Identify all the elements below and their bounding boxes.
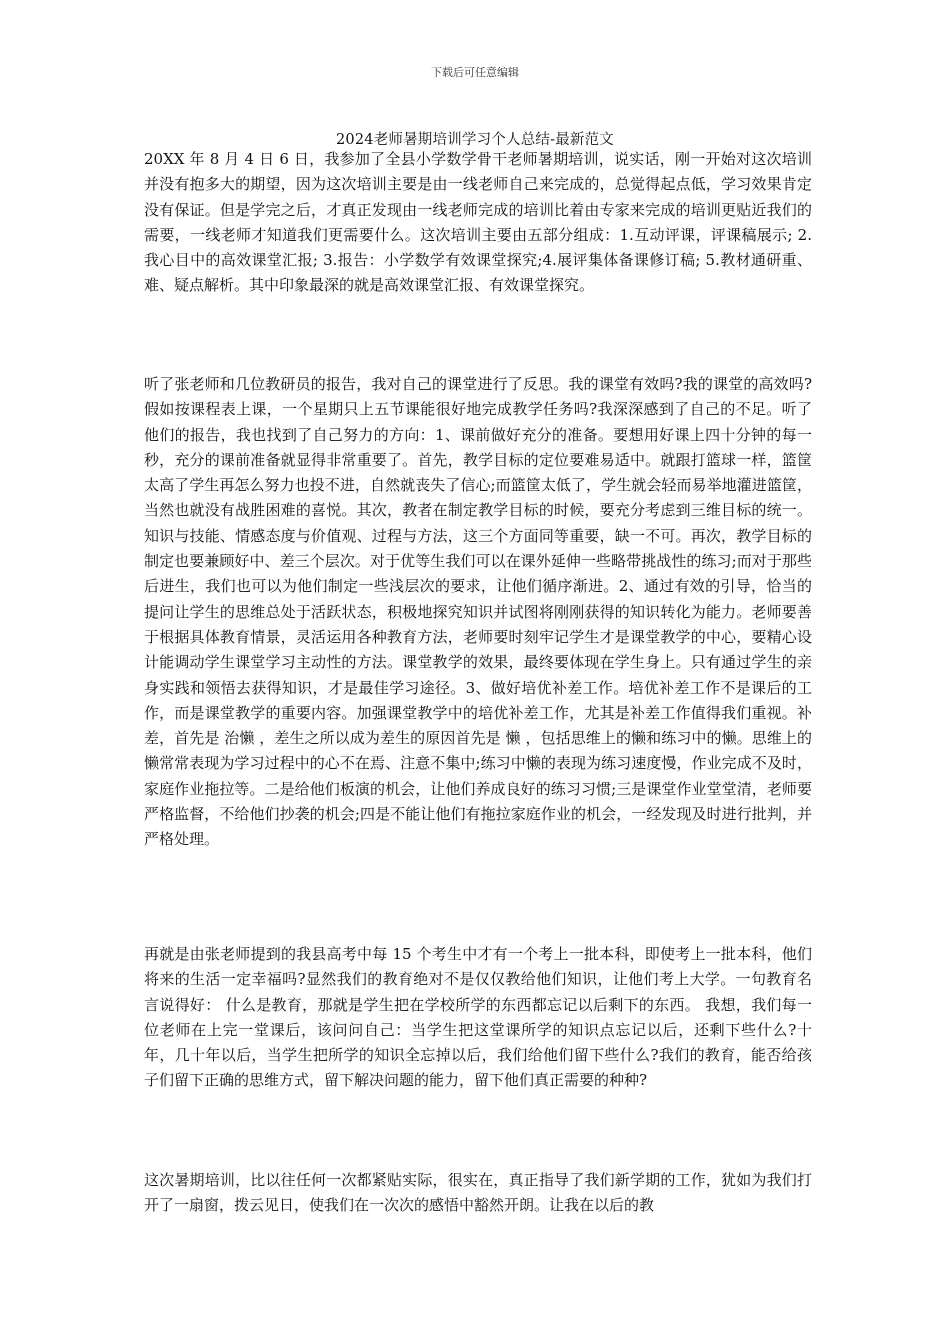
paragraph-4: 这次暑期培训，比以往任何一次都紧贴实际，很实在，真正指导了我们新学期的工作，犹如为我们打开了一扇窗，拨云见日，使我们在一次次的感悟中豁然开朗。让我在以后的教 — [144, 1171, 812, 1215]
header-note: 下载后可任意编辑 — [431, 66, 519, 79]
document-title: 2024老师暑期培训学习个人总结-最新范文 — [336, 132, 614, 148]
paragraph-3: 再就是由张老师提到的我县高考中每 15 个考生中才有一个考上一批本科，即使考上一批本科，他们将来的生活一定幸福吗?显然我们的教育绝对不是仅仅教给他们知识，让他们考上大学。一句教育名言说得好： 什么是教育，那就是学生把在学校所学的东西都忘记以后剩下的东西。 我想，我们每一位老师在上完一堂课后，该问问自己：当学生把这堂课所学的知识点忘记以后，还剩下些什么?十年，几十年以后，当学生把所学的知识全忘掉以后，我们给他们留下些什么?我们的教育，能否给孩子们留下正确的思维方式，留下解决问题的能力，留下他们真正需要的种种? — [144, 945, 812, 1090]
paragraph-2: 听了张老师和几位教研员的报告，我对自己的课堂进行了反思。我的课堂有效吗?我的课堂的高效吗?假如按课程表上课，一个星期只上五节课能很好地完成教学任务吗?我深深感到了自己的不足。听了他们的报告，我也找到了自己努力的方向：1、课前做好充分的准备。要想用好课上四十分钟的每一秒，充分的课前准备就显得非常重要了。首先，教学目标的定位要难易适中。就跟打篮球一样，篮筐太高了学生再怎么努力也投不进，自然就丧失了信心;而篮筐太低了，学生就会轻而易举地灌进篮筐，当然也就没有战胜困难的喜悦。其次，教者在制定教学目标的时候，要充分考虑到三维目标的统一。知识与技能、情感态度与价值观、过程与方法，这三个方面同等重要，缺一不可。再次，教学目标的制定也要兼顾好中、差三个层次。对于优等生我们可以在课外延伸一些略带挑战性的练习;而对于那些后进生，我们也可以为他们制定一些浅层次的要求，让他们循序渐进。2、通过有效的引导，恰当的提问让学生的思维总处于活跃状态，积极地探究知识并试图将刚刚获得的知识转化为能力。老师要善于根据具体教育情景，灵活运用各种教育方法，老师要时刻牢记学生才是课堂教学的中心，要精心设计能调动学生课堂学习主动性的方法。课堂教学的效果，最终要体现在学生身上。只有通过学生的亲身实践和领悟去获得知识，才是最佳学习途径。3、做好培优补差工作。培优补差工作不是课后的工作，而是课堂教学的重要内容。加强课堂教学中的培优补差工作，尤其是补差工作值得我们重视。补差，首先是 治懒 ，差生之所以成为差生的原因首先是 懒 ，包括思维上的懒和练习中的懒。思维上的懒常常表现为学习过程中的心不在焉、注意不集中;练习中懒的表现为练习速度慢，作业完成不及时，家庭作业拖拉等。二是给他们板演的机会，让他们养成良好的练习习惯;三是课堂作业堂堂清，老师要严格监督，不给他们抄袭的机会;四是不能让他们有拖拉家庭作业的机会，一经发现及时进行批判，并严格处理。 — [144, 375, 812, 849]
paragraph-1: 20XX 年 8 月 4 日 6 日，我参加了全县小学数学骨干老师暑期培训，说实话，刚一开始对这次培训并没有抱多大的期望，因为这次培训主要是由一线老师自己来完成的，总觉得起点低，学习效果肯定没有保证。但是学完之后，才真正发现由一线老师完成的培训比着由专家来完成的培训更贴近我们的需要，一线老师才知道我们更需要什么。这次培训主要由五部分组成：1.互动评课，评课稿展示; 2.我心目中的高效课堂汇报; 3.报告：小学数学有效课堂探究;4.展评集体备课修订稿; 5.教材通研重、难、疑点解析。其中印象最深的就是高效课堂汇报、有效课堂探究。 — [144, 150, 812, 295]
